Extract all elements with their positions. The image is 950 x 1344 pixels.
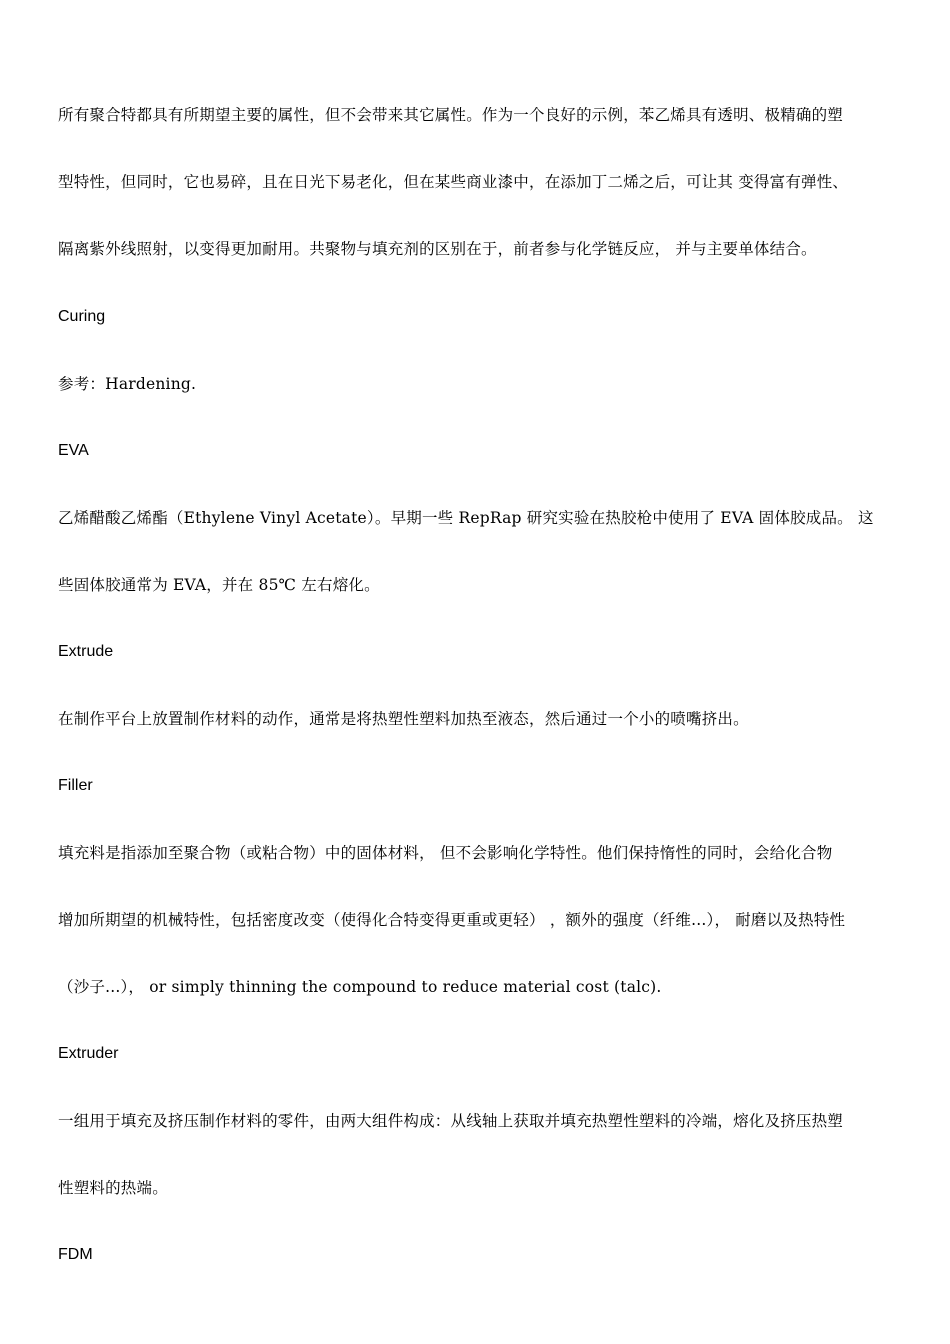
paragraph-line: 性塑料的热端。 bbox=[58, 1179, 168, 1197]
paragraph-line: 隔离紫外线照射，以变得更加耐用。共聚物与填充剂的区别在于，前者参与化学链反应， 并与主要单体结合。 bbox=[58, 240, 817, 258]
paragraph-line: 一组用于填充及挤压制作材料的零件，由两大组件构成：从线轴上获取并填充热塑性塑料的冷端，熔化及挤压热塑 bbox=[58, 1112, 844, 1130]
term-heading: Extrude bbox=[58, 643, 114, 660]
paragraph-line: 参考：Hardening. bbox=[58, 375, 197, 393]
term-heading: Extruder bbox=[58, 1045, 119, 1062]
paragraph-line: 型特性，但同时，它也易碎，且在日光下易老化，但在某些商业漆中，在添加丁二烯之后，可让其 变得富有弹性、 bbox=[58, 173, 849, 191]
paragraph-line: 增加所期望的机械特性，包括密度改变（使得化合特变得更重或更轻） ，额外的强度（纤维...）， 耐磨以及热特性 bbox=[58, 911, 846, 929]
paragraph-line: 些固体胶通常为 EVA，并在 85℃ 左右熔化。 bbox=[58, 576, 380, 594]
paragraph-line: （沙子...）， or simply thinning the compound to reduce material cost (talc). bbox=[58, 978, 662, 996]
paragraph-line: 填充料是指添加至聚合物（或粘合物）中的固体材料， 但不会影响化学特性。他们保持惰性的同时，会给化合物 bbox=[58, 844, 833, 862]
term-heading: FDM bbox=[58, 1246, 93, 1263]
paragraph-line: 在制作平台上放置制作材料的动作，通常是将热塑性塑料加热至液态，然后通过一个小的喷嘴挤出。 bbox=[58, 710, 749, 728]
paragraph-line: 所有聚合特都具有所期望主要的属性，但不会带来其它属性。作为一个良好的示例，苯乙烯具有透明、极精确的塑 bbox=[58, 106, 844, 124]
term-heading: Curing bbox=[58, 308, 106, 325]
term-heading: EVA bbox=[58, 442, 89, 459]
paragraph-line: 乙烯醋酸乙烯酯（Ethylene Vinyl Acetate）。早期一些 RepRap 研究实验在热胶枪中使用了 EVA 固体胶成品。 这 bbox=[58, 509, 874, 527]
term-heading: Filler bbox=[58, 777, 93, 794]
